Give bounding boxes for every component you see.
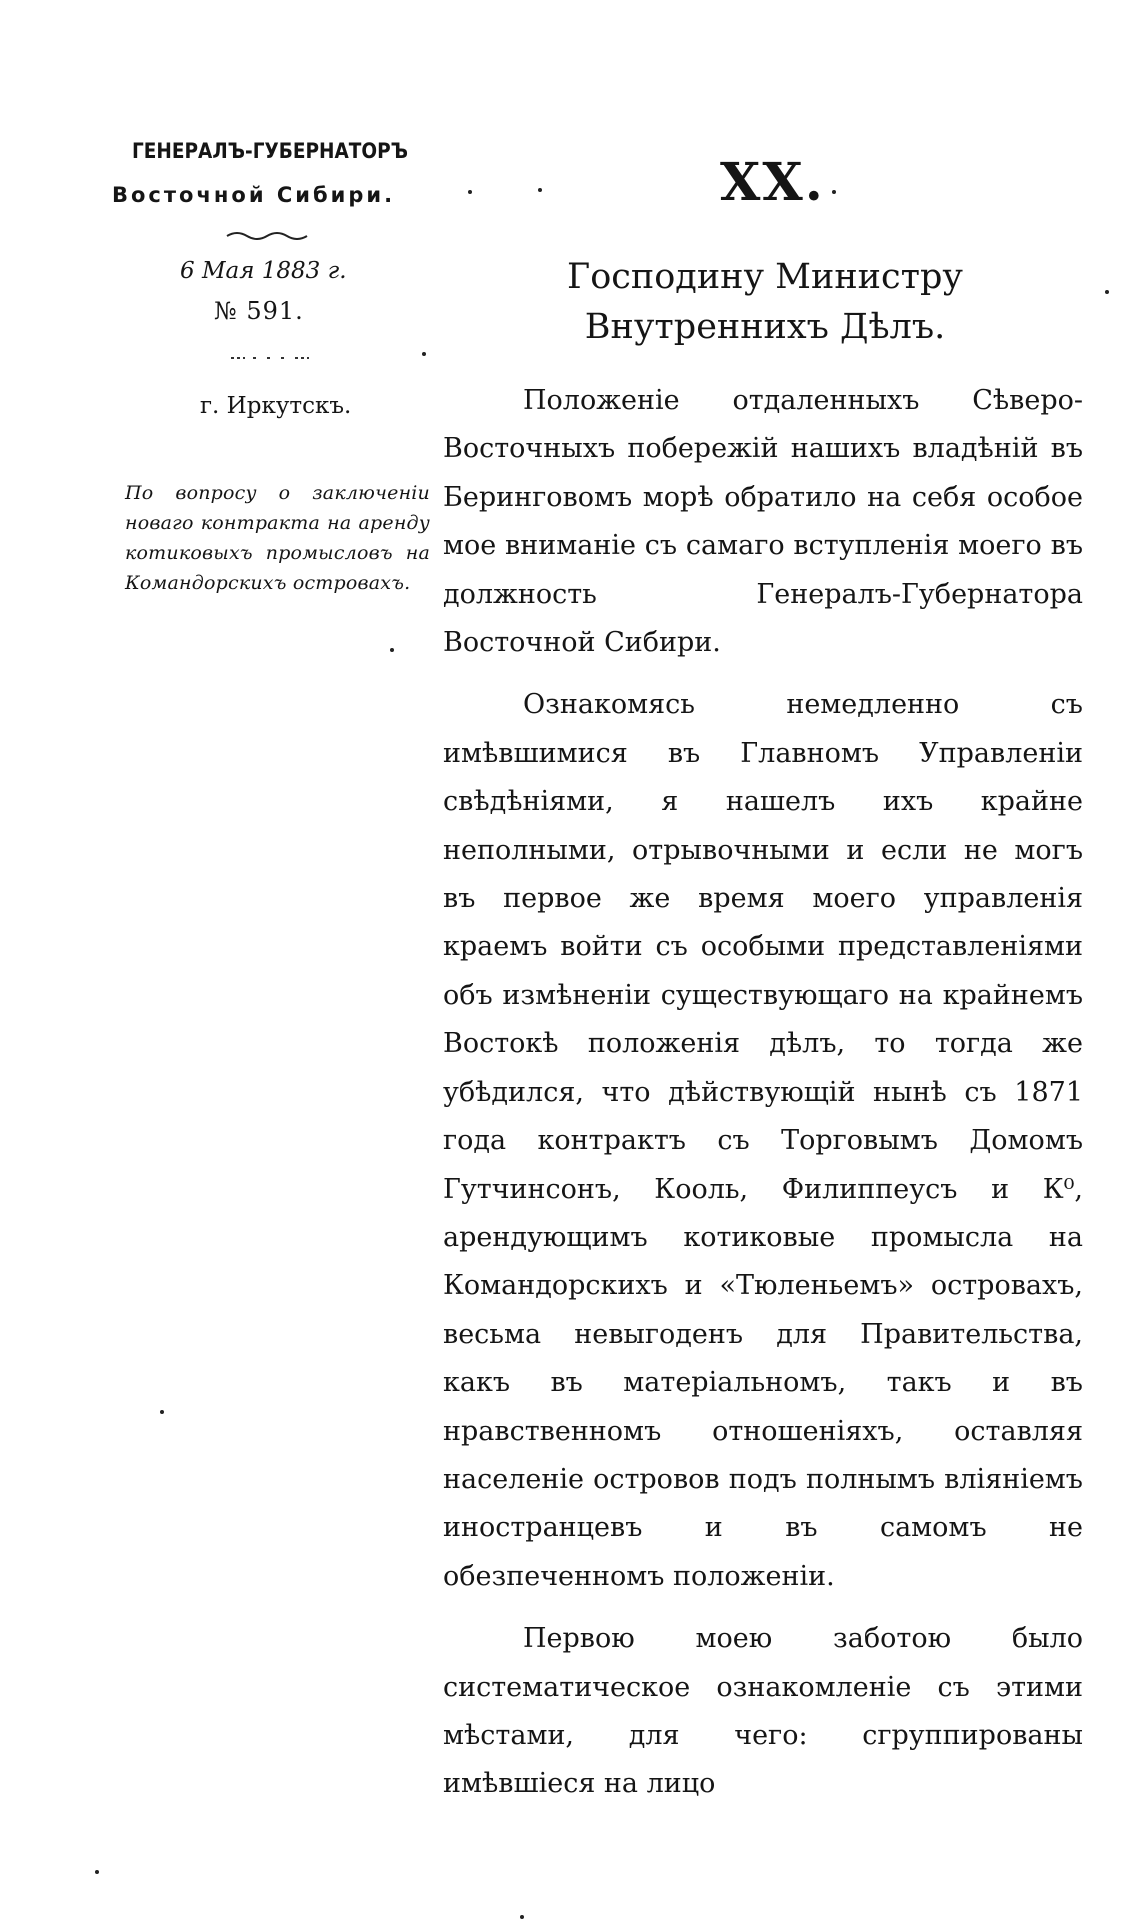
scan-speck-icon bbox=[160, 1410, 164, 1414]
scan-speck-icon bbox=[832, 190, 836, 194]
flourish-ornament-icon bbox=[225, 228, 315, 240]
paragraph: Ознакомясь немедленно съ имѣвшимися въ Главномъ Управленіи свѣдѣніями, я нашелъ ихъ крайне неполными, отрывочными и если не могъ въ первое же время моего управленія краемъ войти съ особыми представленіями объ измѣненіи существующаго на крайнемъ Востокѣ положенія дѣлъ, то тогда же убѣдился, что дѣйствующій нынѣ съ 1871 года контрактъ съ Торговымъ Домомъ Гутчинсонъ, Кооль, Филиппеусъ и К⁰, арендующимъ котиковые промысла на Командорскихъ и «Тюленьемъ» островахъ, весьма невыгоденъ для Правительства, какъ въ матеріальномъ, такъ и въ нравственномъ отношеніяхъ, оставляя населеніе островов подъ полнымъ вліяніемъ иностранцевъ и въ самомъ не обезпеченномъ положеніи. bbox=[443, 689, 1083, 1592]
letter-body bbox=[443, 377, 1083, 1809]
dotted-rule-icon bbox=[225, 352, 315, 364]
dispatch-city: г. Иркутскъ. bbox=[200, 393, 352, 419]
subject-note: По вопросу о заключеніи новаго контракта на аренду котиковыхъ промысловъ на Командорскихъ островахъ. bbox=[125, 482, 430, 594]
paragraph: Первою моею заботою было систематическое ознакомленіе съ этими мѣстами, для чего: сгруппированы имѣвшіеся на лицо bbox=[443, 1623, 1083, 1800]
sender-region: Восточной Сибири. bbox=[112, 183, 396, 207]
scan-speck-icon bbox=[1105, 290, 1109, 294]
scan-speck-icon bbox=[468, 190, 472, 194]
scan-speck-icon bbox=[538, 188, 542, 192]
dispatch-date: 6 Мая 1883 г. bbox=[180, 258, 347, 284]
scan-speck-icon bbox=[422, 352, 426, 356]
document-number: XX. bbox=[720, 152, 825, 213]
paragraph: Положеніе отдаленныхъ Сѣверо-Восточныхъ побережій нашихъ владѣній въ Беринговомъ морѣ обратило на себя особое мое вниманіе съ самаго вступленія моего въ должность Генералъ-Губернатора Восточной Сибири. bbox=[443, 385, 1083, 659]
scan-speck-icon bbox=[95, 1870, 99, 1874]
dispatch-number: № 591. bbox=[214, 297, 304, 325]
scan-speck-icon bbox=[390, 648, 394, 652]
scan-speck-icon bbox=[520, 1915, 524, 1919]
addressee-heading: Господину Министру Внутреннихъ Дѣлъ. bbox=[567, 257, 963, 347]
sender-title: ГЕНЕРАЛЪ-ГУБЕРНАТОРЪ bbox=[132, 139, 408, 163]
